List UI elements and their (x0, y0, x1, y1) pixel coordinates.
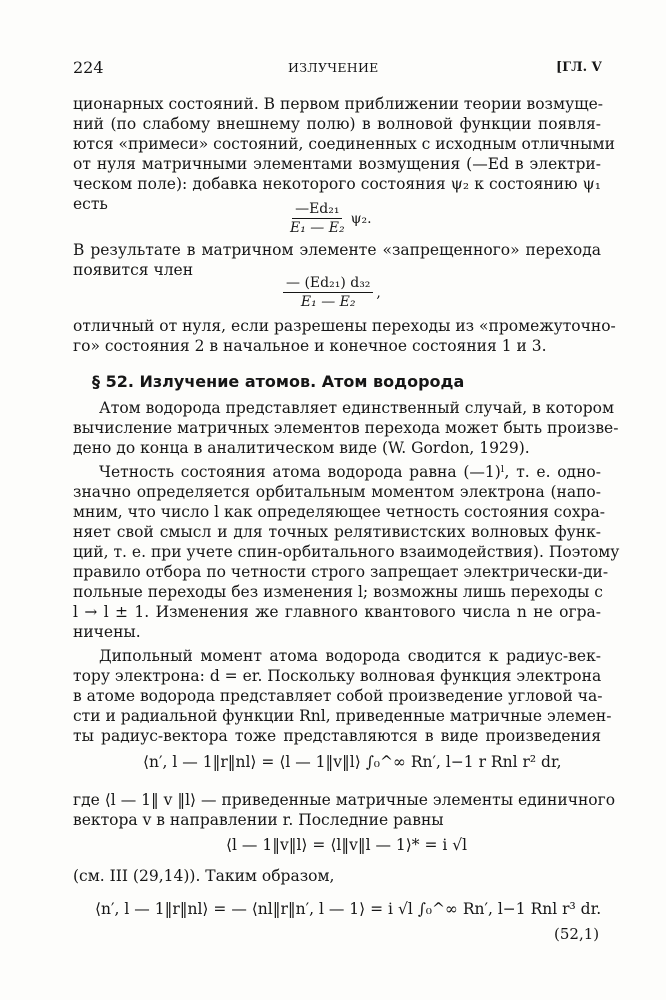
formula-forbidden-term (283, 275, 381, 310)
text-line: Дипольный момент атома водорода сводится к радиус-век- (99, 647, 601, 665)
text-line: ничены. (73, 623, 141, 641)
text-line: есть (73, 195, 108, 213)
formula-numerator: —Ed₂₁ (292, 201, 342, 219)
text-line: ционарных состояний. В первом приближении теории возмуще- (73, 95, 604, 113)
text-line: Четность состояния атома водорода равна (—1)ˡ, т. е. одно- (99, 463, 601, 481)
formula-unit-vector: ⟨l — 1‖v‖l⟩ = ⟨l‖v‖l — 1⟩* = i √l (226, 836, 468, 854)
text-line: мним, что число l как определяющее четность состояния сохра- (73, 503, 605, 521)
text-line: вектора v в направлении r. Последние равны (73, 811, 444, 829)
formula-radial-matrix-element: ⟨n′, l — 1‖r‖nl⟩ = ⟨l — 1‖v‖l⟩ ∫₀^∞ Rn′, l−1 r Rnl r² dr, (143, 753, 562, 771)
formula-admixture (287, 201, 372, 236)
text-line: ются «примеси» состояний, соединенных с исходным отличными (73, 135, 615, 153)
text-line: l → l ± 1. Изменения же главного квантового числа n не огра- (73, 603, 601, 621)
text-line: в атоме водорода представляет собой произведение угловой ча- (73, 687, 603, 705)
text-line: значно определяется орбитальным моментом электрона (напо- (73, 483, 601, 501)
text-line: няет свой смысл и для точных релятивистских волновых функ- (73, 523, 601, 541)
text-line: дено до конца в аналитическом виде (W. Gordon, 1929). (73, 439, 530, 457)
formula-tail: ψ₂. (350, 210, 372, 227)
chapter-marker: [ГЛ. V (556, 60, 602, 75)
formula-denominator: E₁ — E₂ (290, 220, 345, 236)
text-line: отличный от нуля, если разрешены переходы из «промежуточно- (73, 317, 616, 335)
text-line: тору электрона: d = er. Поскольку волновая функция электрона (73, 667, 602, 685)
text-line: го» состояния 2 в начальное и конечное состояния 1 и 3. (73, 337, 547, 355)
formula-numerator: — (Ed₂₁) d₃₂ (283, 275, 373, 293)
formula-52-1: ⟨n′, l — 1‖r‖nl⟩ = — ⟨nl‖r‖n′, l — 1⟩ = i √l ∫₀^∞ Rn′, l−1 Rnl r³ dr. (95, 900, 602, 918)
text-line: ты радиус-вектора тоже представляются в виде произведения (73, 727, 601, 745)
text-line: Атом водорода представляет единственный случай, в котором (99, 399, 615, 417)
text-line: ний (по слабому внешнему полю) в волновой функции появля- (73, 115, 601, 133)
text-line: правило отбора по четности строго запрещает электрически-ди- (73, 563, 609, 581)
running-title: ИЗЛУЧЕНИЕ (288, 60, 379, 75)
section-heading: § 52. Излучение атомов. Атом водорода (92, 372, 465, 391)
formula-tail: , (376, 284, 381, 301)
text-line: сти и радиальной функции Rnl, приведенные матричные элемен- (73, 707, 612, 725)
text-line: (см. III (29,14)). Таким образом, (73, 867, 335, 885)
equation-number: (52,1) (554, 925, 600, 943)
text-line: польные переходы без изменения l; возможны лишь переходы с (73, 583, 603, 601)
text-line: где ⟨l — 1‖ v ‖l⟩ — приведенные матричные элементы единичного (73, 791, 616, 809)
text-line: ческом поле): добавка некоторого состояния ψ₂ к состоянию ψ₁ (73, 175, 601, 193)
text-line: В результате в матричном элементе «запрещенного» перехода (73, 241, 601, 259)
text-line: появится член (73, 261, 194, 279)
text-line: ций, т. е. при учете спин-орбитального взаимодействия). Поэтому (73, 543, 620, 561)
page-number: 224 (73, 58, 104, 77)
text-line: от нуля матричными элементами возмущения (—Ed в электри- (73, 155, 601, 173)
text-line: вычисление матричных элементов перехода может быть произве- (73, 419, 619, 437)
formula-denominator: E₁ — E₂ (300, 294, 356, 310)
